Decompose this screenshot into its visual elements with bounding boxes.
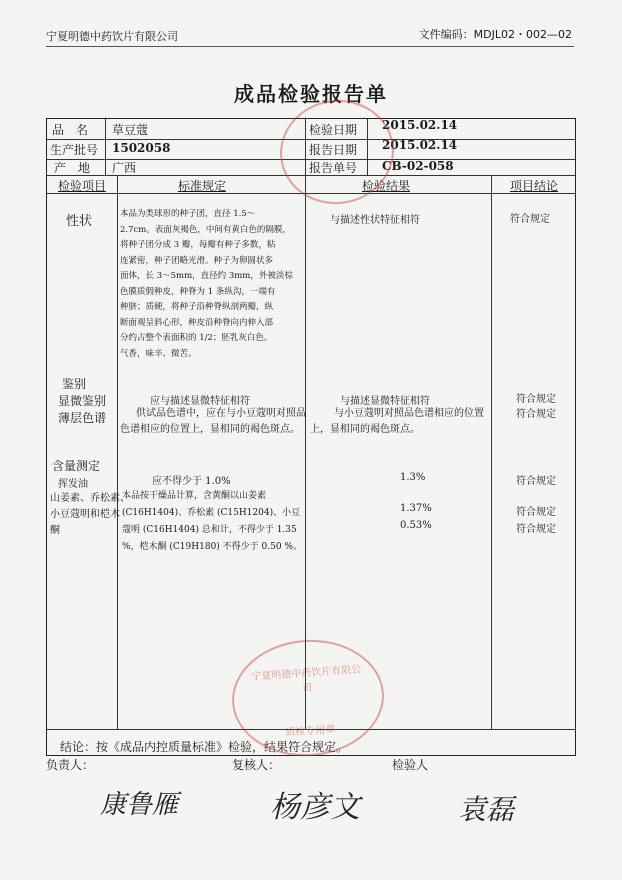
- recheck-signature: 杨彦文: [270, 790, 360, 825]
- seal-text: 宁夏明德中药饮片有限公司: [251, 664, 362, 695]
- col-header-result: 检验结果: [362, 179, 411, 193]
- conclusion-tlc: 符合规定: [516, 409, 556, 420]
- standard-flavonoids: 本品按干燥品计算，含黄酮以山姜素 (C16H1404)、乔松素 (C15H1204)、小豆 蔻明 (C16H1404) 总和计，不得少于 1.35 %，桤木酮 (C19H180) 不得少于 0.50 %。: [122, 491, 302, 552]
- standard-micro: 应与描述显微特征相符: [150, 396, 250, 407]
- origin-value: 广西: [112, 161, 137, 175]
- charge-label: 负责人：: [46, 758, 95, 772]
- standard-tlc: 供试品色谱中，应在与小豆蔻明对照品 色谱相应的位置上，显相同的褐色斑点。: [120, 408, 306, 435]
- report-date-label: 报告日期: [309, 143, 358, 157]
- standard-shape: 本品为类球形的种子团，直径 1.5～ 2.7cm。表面灰褐色，中间有黄白色的隔膜， 将种子团分成 3 瓣，每瓣有种子多数，粘 连紧密，种子团略光滑。种子为卵圆状多 面体，长 3～5mm，直径约 3mm，外被淡棕 色膜质假种皮，种脊为 1 条纵沟，一端有 种脐；质硬，将种子沿种脊纵剖两瓣，纵 断面观呈斜心形，种皮沿种脊向内伸入部 分约占整个表面积的 1/2；胚乳灰白色。 气香，味辛、微苦。: [120, 209, 293, 359]
- conclusion-micro: 符合规定: [516, 394, 556, 405]
- report-no-value: CB-02-058: [382, 159, 454, 173]
- standard-oil: 应不得少于 1.0%: [152, 476, 231, 487]
- page-title: 成品检验报告单: [234, 82, 388, 106]
- company-name: 宁夏明德中药饮片有限公司: [46, 30, 178, 43]
- inspector-signature: 袁磊: [458, 793, 515, 826]
- header-divider: [46, 46, 574, 47]
- conclusion-shape: 符合规定: [510, 214, 550, 225]
- result-alnustone: 0.53%: [400, 520, 432, 531]
- charge-signature: 康鲁雁: [100, 790, 179, 820]
- result-tlc: 与小豆蔻明对照品色谱相应的位置 上，显相同的褐色斑点。: [310, 408, 484, 435]
- batch-label: 生产批号: [50, 143, 99, 157]
- conclusion-oil: 符合规定: [516, 476, 556, 487]
- inspect-date-value: 2015.02.14: [382, 118, 458, 132]
- product-label: 品 名: [52, 123, 89, 137]
- inspector-label: 检验人: [392, 758, 429, 772]
- item-assay-oil: 挥发油: [58, 479, 88, 490]
- overall-conclusion: 结论：按《成品内控质量标准》检验，结果符合规定。: [60, 740, 349, 754]
- result-oil: 1.3%: [400, 472, 426, 483]
- report-no-label: 报告单号: [309, 161, 358, 175]
- origin-label: 产 地: [54, 161, 91, 175]
- item-assay: 含量测定: [52, 459, 101, 473]
- inspect-date-label: 检验日期: [309, 123, 358, 137]
- conclusion-alnustone: 符合规定: [516, 524, 556, 535]
- col-header-conclusion: 项目结论: [510, 179, 559, 193]
- col-header-item: 检验项目: [58, 179, 107, 193]
- result-flavonoids: 1.37%: [400, 503, 432, 514]
- document-code: 文件编码：MDJL02・002—02: [418, 28, 572, 41]
- conclusion-flavonoids: 符合规定: [516, 507, 556, 518]
- result-micro: 与描述显微特征相符: [340, 396, 430, 407]
- product-value: 草豆蔻: [112, 123, 149, 137]
- col-header-standard: 标准规定: [178, 179, 227, 193]
- result-shape: 与描述性状特征相符: [330, 215, 420, 226]
- report-date-value: 2015.02.14: [382, 138, 458, 152]
- seal-subtext: 质检专用章: [285, 724, 336, 739]
- item-shape: 性状: [66, 214, 93, 229]
- item-ident: 鉴别 显微鉴别 薄层色谱: [58, 377, 107, 425]
- item-assay-flavonoids: 山姜素、乔松素、 小豆蔻明和桤木 酮: [50, 493, 130, 536]
- recheck-label: 复核人：: [232, 758, 281, 772]
- batch-value: 1502058: [112, 141, 171, 155]
